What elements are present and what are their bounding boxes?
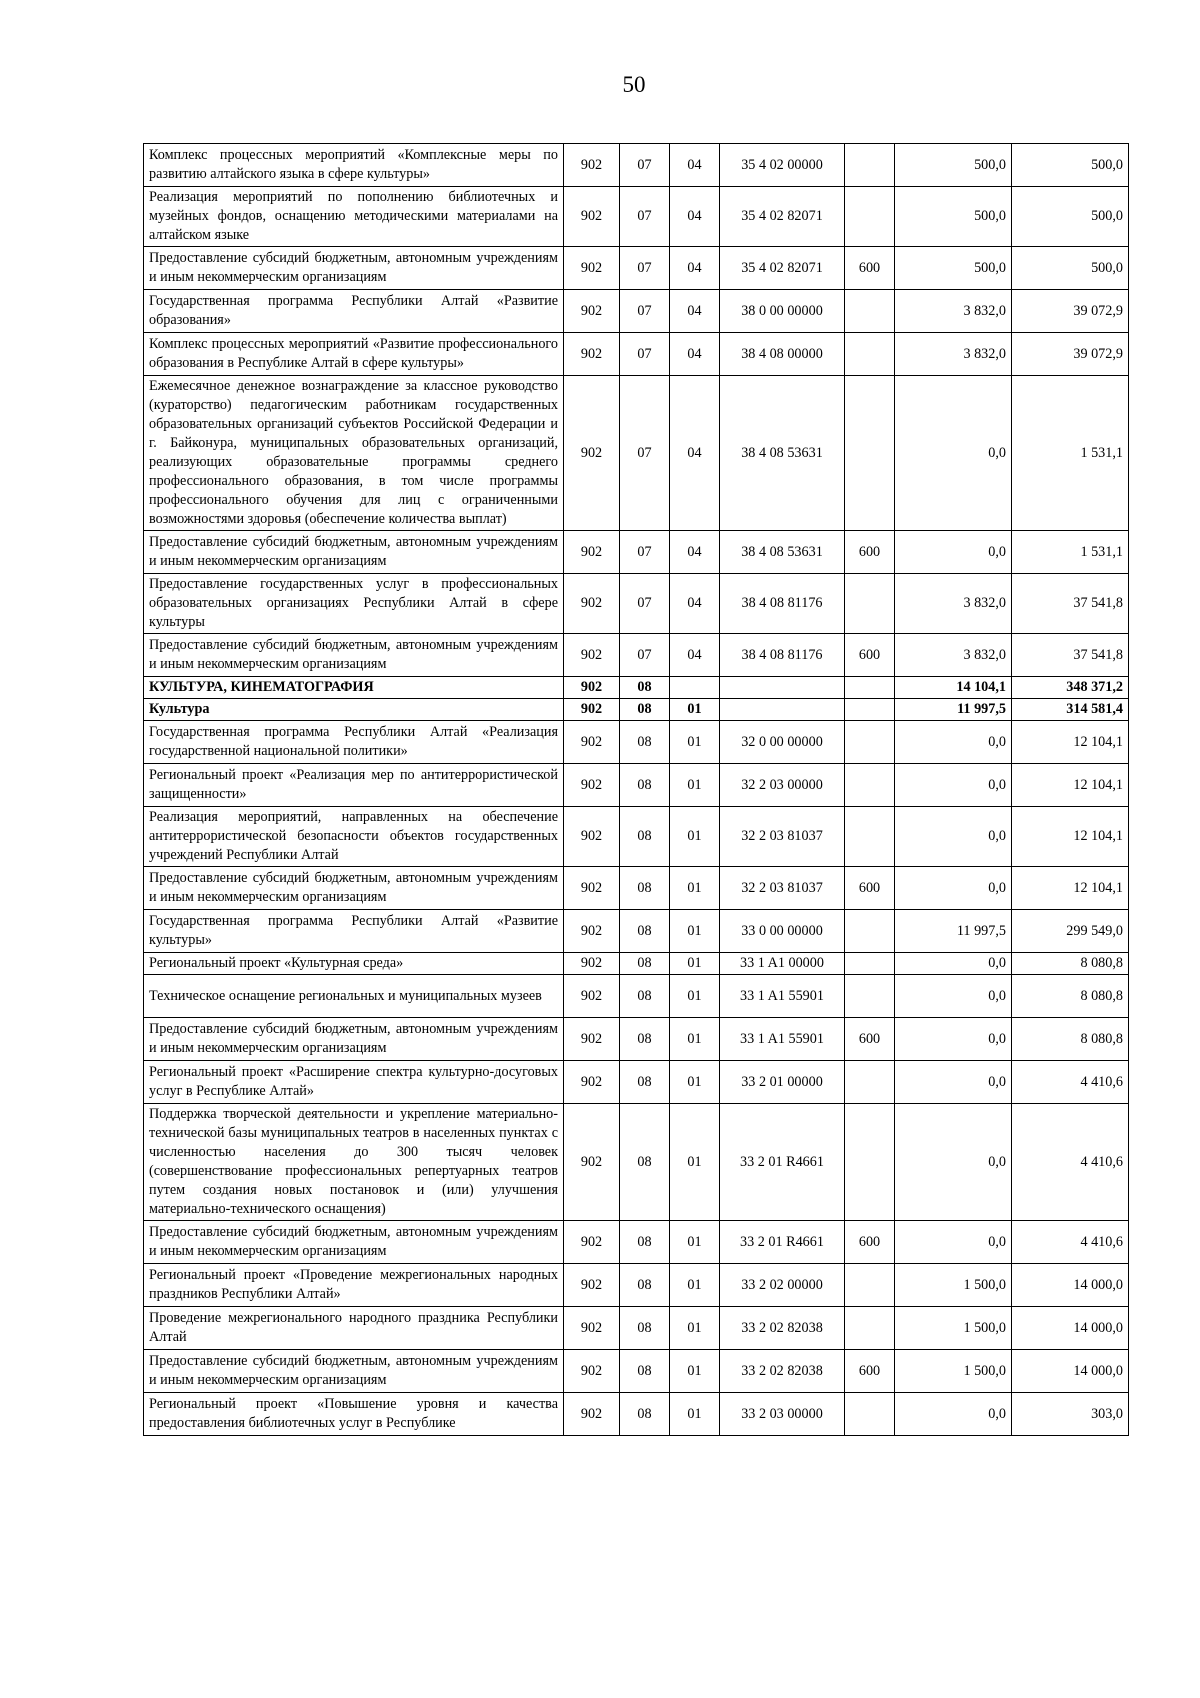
row-target-article: 32 0 00 00000: [720, 721, 845, 764]
row-name: Культура: [144, 699, 564, 721]
row-subsection-code: 01: [670, 699, 720, 721]
row-admin-code: 902: [564, 1018, 620, 1061]
row-admin-code: 902: [564, 807, 620, 867]
row-amount-1: 500,0: [895, 144, 1012, 187]
row-expense-type: 600: [845, 247, 895, 290]
row-subsection-code: 04: [670, 531, 720, 574]
row-target-article: 38 4 08 00000: [720, 333, 845, 376]
table-row: [144, 867, 1129, 910]
row-admin-code: 902: [564, 1061, 620, 1104]
row-expense-type: [845, 910, 895, 953]
budget-table: [143, 143, 1129, 1436]
row-admin-code: 902: [564, 574, 620, 634]
row-admin-code: 902: [564, 1307, 620, 1350]
row-section-code: 08: [620, 721, 670, 764]
table-row: [144, 1061, 1129, 1104]
row-admin-code: 902: [564, 247, 620, 290]
row-subsection-code: 04: [670, 333, 720, 376]
row-name: Поддержка творческой деятельности и укрепление материально-технической базы муниципальных театров в населенных пунктах с численностью населения до 300 тысяч человек (совершенствование профессиональных репертуарных театров путем создания новых постановок и (или) улучшения материально-технического оснащения): [144, 1104, 564, 1221]
row-name: Предоставление субсидий бюджетным, автономным учреждениям и иным некоммерческим организациям: [144, 1018, 564, 1061]
row-subsection-code: 01: [670, 807, 720, 867]
row-target-article: 38 4 08 81176: [720, 574, 845, 634]
row-section-code: 08: [620, 1307, 670, 1350]
row-amount-1: 3 832,0: [895, 574, 1012, 634]
row-amount-2: 1 531,1: [1012, 531, 1129, 574]
row-admin-code: 902: [564, 721, 620, 764]
row-amount-1: 0,0: [895, 1221, 1012, 1264]
row-target-article: 32 2 03 00000: [720, 764, 845, 807]
row-expense-type: [845, 376, 895, 531]
row-subsection-code: 01: [670, 1018, 720, 1061]
table-row: [144, 699, 1129, 721]
row-target-article: [720, 677, 845, 699]
row-amount-2: 12 104,1: [1012, 867, 1129, 910]
row-expense-type: [845, 677, 895, 699]
row-admin-code: 902: [564, 677, 620, 699]
row-name: Реализация мероприятий по пополнению библиотечных и музейных фондов, оснащению методическими материалами на алтайском языке: [144, 187, 564, 247]
row-expense-type: 600: [845, 1018, 895, 1061]
row-subsection-code: 01: [670, 1393, 720, 1436]
row-name: КУЛЬТУРА, КИНЕМАТОГРАФИЯ: [144, 677, 564, 699]
row-subsection-code: 01: [670, 910, 720, 953]
row-name: Региональный проект «Культурная среда»: [144, 953, 564, 975]
table-row: [144, 634, 1129, 677]
row-name: Региональный проект «Реализация мер по антитеррористической защищенности»: [144, 764, 564, 807]
row-amount-2: 4 410,6: [1012, 1221, 1129, 1264]
row-name: Предоставление государственных услуг в профессиональных образовательных организациях Республики Алтай в сфере культуры: [144, 574, 564, 634]
row-amount-1: 14 104,1: [895, 677, 1012, 699]
row-expense-type: 600: [845, 867, 895, 910]
row-expense-type: [845, 1061, 895, 1104]
row-expense-type: [845, 1307, 895, 1350]
row-amount-2: 314 581,4: [1012, 699, 1129, 721]
row-amount-1: 0,0: [895, 531, 1012, 574]
table-row: [144, 247, 1129, 290]
row-amount-2: 8 080,8: [1012, 1018, 1129, 1061]
row-subsection-code: 01: [670, 1221, 720, 1264]
row-amount-1: 3 832,0: [895, 290, 1012, 333]
row-amount-2: 348 371,2: [1012, 677, 1129, 699]
row-expense-type: [845, 975, 895, 1018]
row-amount-1: 0,0: [895, 867, 1012, 910]
row-expense-type: [845, 953, 895, 975]
row-target-article: 35 4 02 82071: [720, 247, 845, 290]
row-amount-2: 8 080,8: [1012, 975, 1129, 1018]
row-name: Государственная программа Республики Алтай «Развитие культуры»: [144, 910, 564, 953]
table-row: [144, 807, 1129, 867]
row-expense-type: [845, 574, 895, 634]
row-name: Предоставление субсидий бюджетным, автономным учреждениям и иным некоммерческим организациям: [144, 1350, 564, 1393]
row-admin-code: 902: [564, 1264, 620, 1307]
row-section-code: 07: [620, 634, 670, 677]
row-admin-code: 902: [564, 910, 620, 953]
row-expense-type: [845, 764, 895, 807]
row-target-article: 33 1 A1 55901: [720, 1018, 845, 1061]
row-name: Региональный проект «Расширение спектра культурно-досуговых услуг в Республике Алтай»: [144, 1061, 564, 1104]
row-section-code: 08: [620, 1350, 670, 1393]
row-expense-type: [845, 1104, 895, 1221]
row-subsection-code: 01: [670, 721, 720, 764]
row-target-article: 38 4 08 53631: [720, 531, 845, 574]
row-subsection-code: 01: [670, 1307, 720, 1350]
row-name: Проведение межрегионального народного праздника Республики Алтай: [144, 1307, 564, 1350]
row-amount-1: 0,0: [895, 807, 1012, 867]
row-target-article: 33 2 02 82038: [720, 1350, 845, 1393]
row-section-code: 08: [620, 764, 670, 807]
row-expense-type: [845, 1264, 895, 1307]
row-expense-type: [845, 721, 895, 764]
table-row: [144, 187, 1129, 247]
row-expense-type: [845, 333, 895, 376]
row-name: Региональный проект «Повышение уровня и качества предоставления библиотечных услуг в Республике: [144, 1393, 564, 1436]
row-amount-2: 39 072,9: [1012, 290, 1129, 333]
row-target-article: 38 4 08 53631: [720, 376, 845, 531]
table-row: [144, 1104, 1129, 1221]
row-name: Предоставление субсидий бюджетным, автономным учреждениям и иным некоммерческим организациям: [144, 531, 564, 574]
row-subsection-code: 04: [670, 247, 720, 290]
row-section-code: 07: [620, 333, 670, 376]
table-row: [144, 376, 1129, 531]
row-subsection-code: 01: [670, 1350, 720, 1393]
row-target-article: 35 4 02 82071: [720, 187, 845, 247]
row-section-code: 07: [620, 187, 670, 247]
table-row: [144, 1018, 1129, 1061]
row-section-code: 07: [620, 144, 670, 187]
table-row: [144, 1307, 1129, 1350]
row-amount-2: 4 410,6: [1012, 1104, 1129, 1221]
row-amount-2: 12 104,1: [1012, 807, 1129, 867]
row-target-article: 33 2 01 R4661: [720, 1104, 845, 1221]
table-row: [144, 1221, 1129, 1264]
row-admin-code: 902: [564, 975, 620, 1018]
row-amount-2: 500,0: [1012, 187, 1129, 247]
row-amount-2: 37 541,8: [1012, 574, 1129, 634]
table-row: [144, 721, 1129, 764]
row-subsection-code: 04: [670, 376, 720, 531]
row-expense-type: [845, 1393, 895, 1436]
row-admin-code: 902: [564, 634, 620, 677]
table-row: [144, 677, 1129, 699]
row-section-code: 07: [620, 247, 670, 290]
row-expense-type: [845, 290, 895, 333]
row-amount-2: 14 000,0: [1012, 1350, 1129, 1393]
row-amount-2: 14 000,0: [1012, 1307, 1129, 1350]
row-name: Техническое оснащение региональных и муниципальных музеев: [144, 975, 564, 1018]
row-amount-1: 0,0: [895, 1393, 1012, 1436]
row-section-code: 07: [620, 574, 670, 634]
table-row: [144, 1393, 1129, 1436]
row-name: Ежемесячное денежное вознаграждение за классное руководство (кураторство) педагогическим работникам государственных образовательных организаций субъектов Российской Федерации и г. Байконура, муниципальных образовательных организаций, реализующих образовательные программы среднего профессионального образования, в том числе программы профессионального обучения для лиц с ограниченными возможностями здоровья (обеспечение количества выплат): [144, 376, 564, 531]
table-row: [144, 144, 1129, 187]
row-section-code: 07: [620, 531, 670, 574]
row-section-code: 08: [620, 807, 670, 867]
row-target-article: 33 2 01 R4661: [720, 1221, 845, 1264]
row-name: Государственная программа Республики Алтай «Развитие образования»: [144, 290, 564, 333]
row-section-code: 08: [620, 975, 670, 1018]
row-expense-type: [845, 699, 895, 721]
row-amount-1: 0,0: [895, 376, 1012, 531]
table-row: [144, 531, 1129, 574]
row-expense-type: 600: [845, 634, 895, 677]
table-row: [144, 764, 1129, 807]
row-admin-code: 902: [564, 290, 620, 333]
row-subsection-code: 01: [670, 975, 720, 1018]
row-subsection-code: 01: [670, 953, 720, 975]
row-admin-code: 902: [564, 1350, 620, 1393]
row-target-article: 32 2 03 81037: [720, 807, 845, 867]
row-admin-code: 902: [564, 1104, 620, 1221]
row-name: Предоставление субсидий бюджетным, автономным учреждениям и иным некоммерческим организациям: [144, 634, 564, 677]
row-name: Предоставление субсидий бюджетным, автономным учреждениям и иным некоммерческим организациям: [144, 247, 564, 290]
row-section-code: 08: [620, 1018, 670, 1061]
row-target-article: 33 2 02 00000: [720, 1264, 845, 1307]
row-expense-type: 600: [845, 531, 895, 574]
row-section-code: 08: [620, 910, 670, 953]
row-amount-1: 1 500,0: [895, 1350, 1012, 1393]
row-amount-1: 0,0: [895, 975, 1012, 1018]
row-section-code: 08: [620, 1393, 670, 1436]
row-section-code: 08: [620, 1221, 670, 1264]
row-section-code: 08: [620, 677, 670, 699]
row-admin-code: 902: [564, 867, 620, 910]
row-amount-2: 500,0: [1012, 247, 1129, 290]
row-amount-1: 1 500,0: [895, 1307, 1012, 1350]
row-amount-1: 500,0: [895, 247, 1012, 290]
row-section-code: 07: [620, 290, 670, 333]
row-admin-code: 902: [564, 531, 620, 574]
row-amount-2: 8 080,8: [1012, 953, 1129, 975]
row-subsection-code: 04: [670, 574, 720, 634]
row-amount-1: 1 500,0: [895, 1264, 1012, 1307]
row-target-article: 33 1 A1 55901: [720, 975, 845, 1018]
row-admin-code: 902: [564, 1221, 620, 1264]
table-row: [144, 953, 1129, 975]
row-admin-code: 902: [564, 1393, 620, 1436]
row-section-code: 08: [620, 953, 670, 975]
table-row: [144, 910, 1129, 953]
row-subsection-code: 01: [670, 1104, 720, 1221]
row-target-article: 32 2 03 81037: [720, 867, 845, 910]
row-target-article: 33 2 03 00000: [720, 1393, 845, 1436]
row-expense-type: [845, 187, 895, 247]
row-subsection-code: 01: [670, 1264, 720, 1307]
row-amount-1: 0,0: [895, 953, 1012, 975]
row-admin-code: 902: [564, 187, 620, 247]
row-amount-2: 37 541,8: [1012, 634, 1129, 677]
row-amount-2: 4 410,6: [1012, 1061, 1129, 1104]
row-amount-2: 1 531,1: [1012, 376, 1129, 531]
row-target-article: 38 0 00 00000: [720, 290, 845, 333]
row-amount-1: 0,0: [895, 764, 1012, 807]
row-amount-2: 14 000,0: [1012, 1264, 1129, 1307]
row-expense-type: 600: [845, 1221, 895, 1264]
row-amount-1: 0,0: [895, 1061, 1012, 1104]
row-subsection-code: 04: [670, 634, 720, 677]
row-subsection-code: 04: [670, 144, 720, 187]
row-amount-1: 11 997,5: [895, 910, 1012, 953]
row-name: Комплекс процессных мероприятий «Развитие профессионального образования в Республике Алтай в сфере культуры»: [144, 333, 564, 376]
row-name: Региональный проект «Проведение межрегиональных народных праздников Республики Алтай»: [144, 1264, 564, 1307]
row-amount-1: 3 832,0: [895, 634, 1012, 677]
row-amount-1: 3 832,0: [895, 333, 1012, 376]
row-admin-code: 902: [564, 376, 620, 531]
row-amount-1: 0,0: [895, 1018, 1012, 1061]
row-name: Предоставление субсидий бюджетным, автономным учреждениям и иным некоммерческим организациям: [144, 1221, 564, 1264]
row-section-code: 08: [620, 1061, 670, 1104]
row-name: Государственная программа Республики Алтай «Реализация государственной национальной политики»: [144, 721, 564, 764]
row-subsection-code: [670, 677, 720, 699]
row-expense-type: 600: [845, 1350, 895, 1393]
row-admin-code: 902: [564, 953, 620, 975]
row-admin-code: 902: [564, 699, 620, 721]
row-amount-2: 303,0: [1012, 1393, 1129, 1436]
page-number: 50: [622, 72, 646, 97]
row-target-article: 33 2 02 82038: [720, 1307, 845, 1350]
row-amount-2: 39 072,9: [1012, 333, 1129, 376]
row-target-article: 35 4 02 00000: [720, 144, 845, 187]
row-section-code: 08: [620, 699, 670, 721]
table-row: [144, 574, 1129, 634]
row-amount-1: 500,0: [895, 187, 1012, 247]
row-subsection-code: 04: [670, 290, 720, 333]
row-expense-type: [845, 807, 895, 867]
row-section-code: 08: [620, 1104, 670, 1221]
row-name: Комплекс процессных мероприятий «Комплексные меры по развитию алтайского языка в сфере культуры»: [144, 144, 564, 187]
row-amount-2: 12 104,1: [1012, 721, 1129, 764]
row-admin-code: 902: [564, 764, 620, 807]
row-target-article: 33 2 01 00000: [720, 1061, 845, 1104]
table-row: [144, 1264, 1129, 1307]
row-admin-code: 902: [564, 144, 620, 187]
row-section-code: 07: [620, 376, 670, 531]
row-target-article: 38 4 08 81176: [720, 634, 845, 677]
row-target-article: [720, 699, 845, 721]
row-section-code: 08: [620, 1264, 670, 1307]
row-section-code: 08: [620, 867, 670, 910]
row-amount-2: 299 549,0: [1012, 910, 1129, 953]
table-row: [144, 333, 1129, 376]
row-target-article: 33 1 A1 00000: [720, 953, 845, 975]
row-subsection-code: 01: [670, 1061, 720, 1104]
row-subsection-code: 01: [670, 764, 720, 807]
row-name: Предоставление субсидий бюджетным, автономным учреждениям и иным некоммерческим организациям: [144, 867, 564, 910]
row-admin-code: 902: [564, 333, 620, 376]
row-subsection-code: 04: [670, 187, 720, 247]
table-row: [144, 1350, 1129, 1393]
table-row: [144, 290, 1129, 333]
row-subsection-code: 01: [670, 867, 720, 910]
row-name: Реализация мероприятий, направленных на обеспечение антитеррористической безопасности объектов государственных учреждений Республики Алтай: [144, 807, 564, 867]
row-amount-1: 0,0: [895, 721, 1012, 764]
table-row: [144, 975, 1129, 1018]
row-target-article: 33 0 00 00000: [720, 910, 845, 953]
row-amount-2: 12 104,1: [1012, 764, 1129, 807]
row-amount-1: 0,0: [895, 1104, 1012, 1221]
row-amount-1: 11 997,5: [895, 699, 1012, 721]
row-amount-2: 500,0: [1012, 144, 1129, 187]
row-expense-type: [845, 144, 895, 187]
